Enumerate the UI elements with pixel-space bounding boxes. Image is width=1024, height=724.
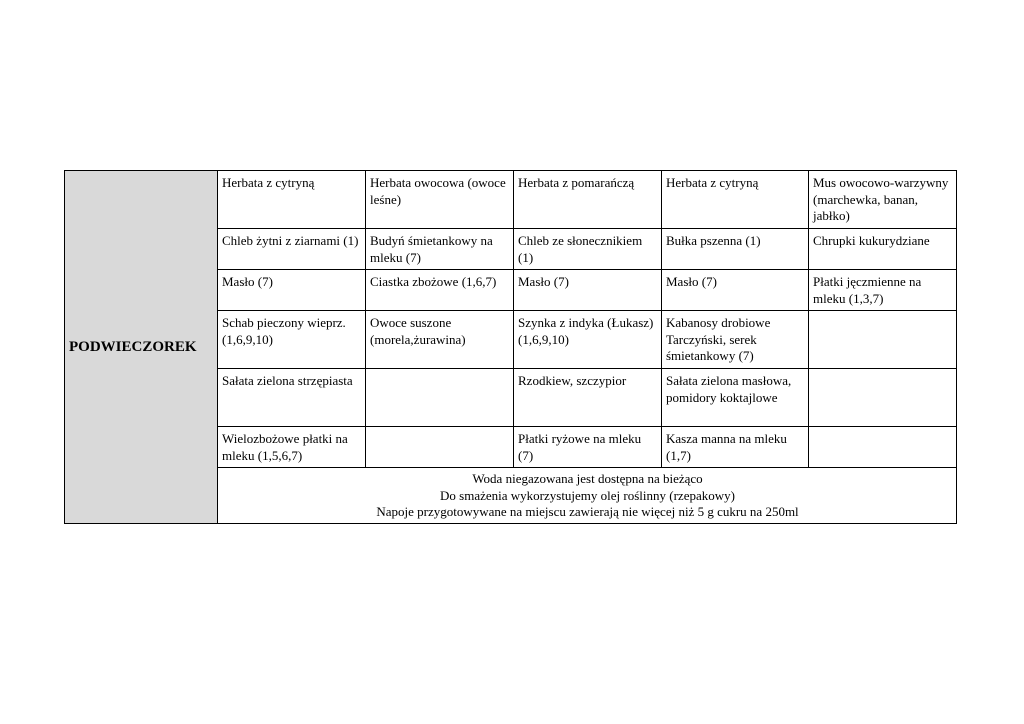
table-cell: Chleb ze słonecznikiem (1) [514, 229, 662, 270]
table-cell: Masło (7) [514, 270, 662, 311]
table-cell: Szynka z indyka (Łukasz)(1,6,9,10) [514, 311, 662, 369]
note-frying-oil: Do smażenia wykorzystujemy olej roślinny (rzepakowy) [440, 487, 735, 503]
table-cell: Masło (7) [662, 270, 809, 311]
note-sugar-limit: Napoje przygotowywane na miejscu zawierają nie więcej niż 5 g cukru na 250ml [376, 504, 799, 519]
table-cell [366, 369, 514, 427]
table-cell: Sałata zielona masłowa, pomidory koktajlowe [662, 369, 809, 427]
table-cell: Mus owocowo-warzywny (marchewka, banan, jabłko) [809, 171, 957, 229]
table-cell: Herbata z pomarańczą [514, 171, 662, 229]
table-cell: Ciastka zbożowe (1,6,7) [366, 270, 514, 311]
table-cell: Wielozbożowe płatki na mleku (1,5,6,7) [218, 427, 366, 468]
table-cell [809, 427, 957, 468]
table-cell: Herbata z cytryną [662, 171, 809, 229]
table-cell: Chrupki kukurydziane [809, 229, 957, 270]
table-cell: Herbata z cytryną [218, 171, 366, 229]
table-cell: Rzodkiew, szczypior [514, 369, 662, 427]
table-cell: Masło (7) [218, 270, 366, 311]
meal-name-cell: PODWIECZOREK [65, 171, 218, 524]
table-cell [809, 369, 957, 427]
table-cell: Sałata zielona strzępiasta [218, 369, 366, 427]
table-row [65, 171, 957, 229]
note-water: Woda niegazowana jest dostępna na bieżąco [472, 471, 703, 486]
table-cell: Kasza manna na mleku (1,7) [662, 427, 809, 468]
table-cell: Chleb żytni z ziarnami (1) [218, 229, 366, 270]
table-cell [366, 427, 514, 468]
table-cell: Płatki jęczmienne na mleku (1,3,7) [809, 270, 957, 311]
table-cell: Herbata owocowa (owoce leśne) [366, 171, 514, 229]
table-cell: Płatki ryżowe na mleku (7) [514, 427, 662, 468]
table-cell: Owoce suszone (morela,żurawina) [366, 311, 514, 369]
menu-table [64, 170, 957, 524]
table-cell: Schab pieczony wieprz. (1,6,9,10) [218, 311, 366, 369]
table-cell: Bułka pszenna (1) [662, 229, 809, 270]
notes-cell [218, 468, 957, 524]
table-cell: Kabanosy drobiowe Tarczyński, serek śmietankowy (7) [662, 311, 809, 369]
table-cell [809, 311, 957, 369]
table-cell: Budyń śmietankowy na mleku (7) [366, 229, 514, 270]
